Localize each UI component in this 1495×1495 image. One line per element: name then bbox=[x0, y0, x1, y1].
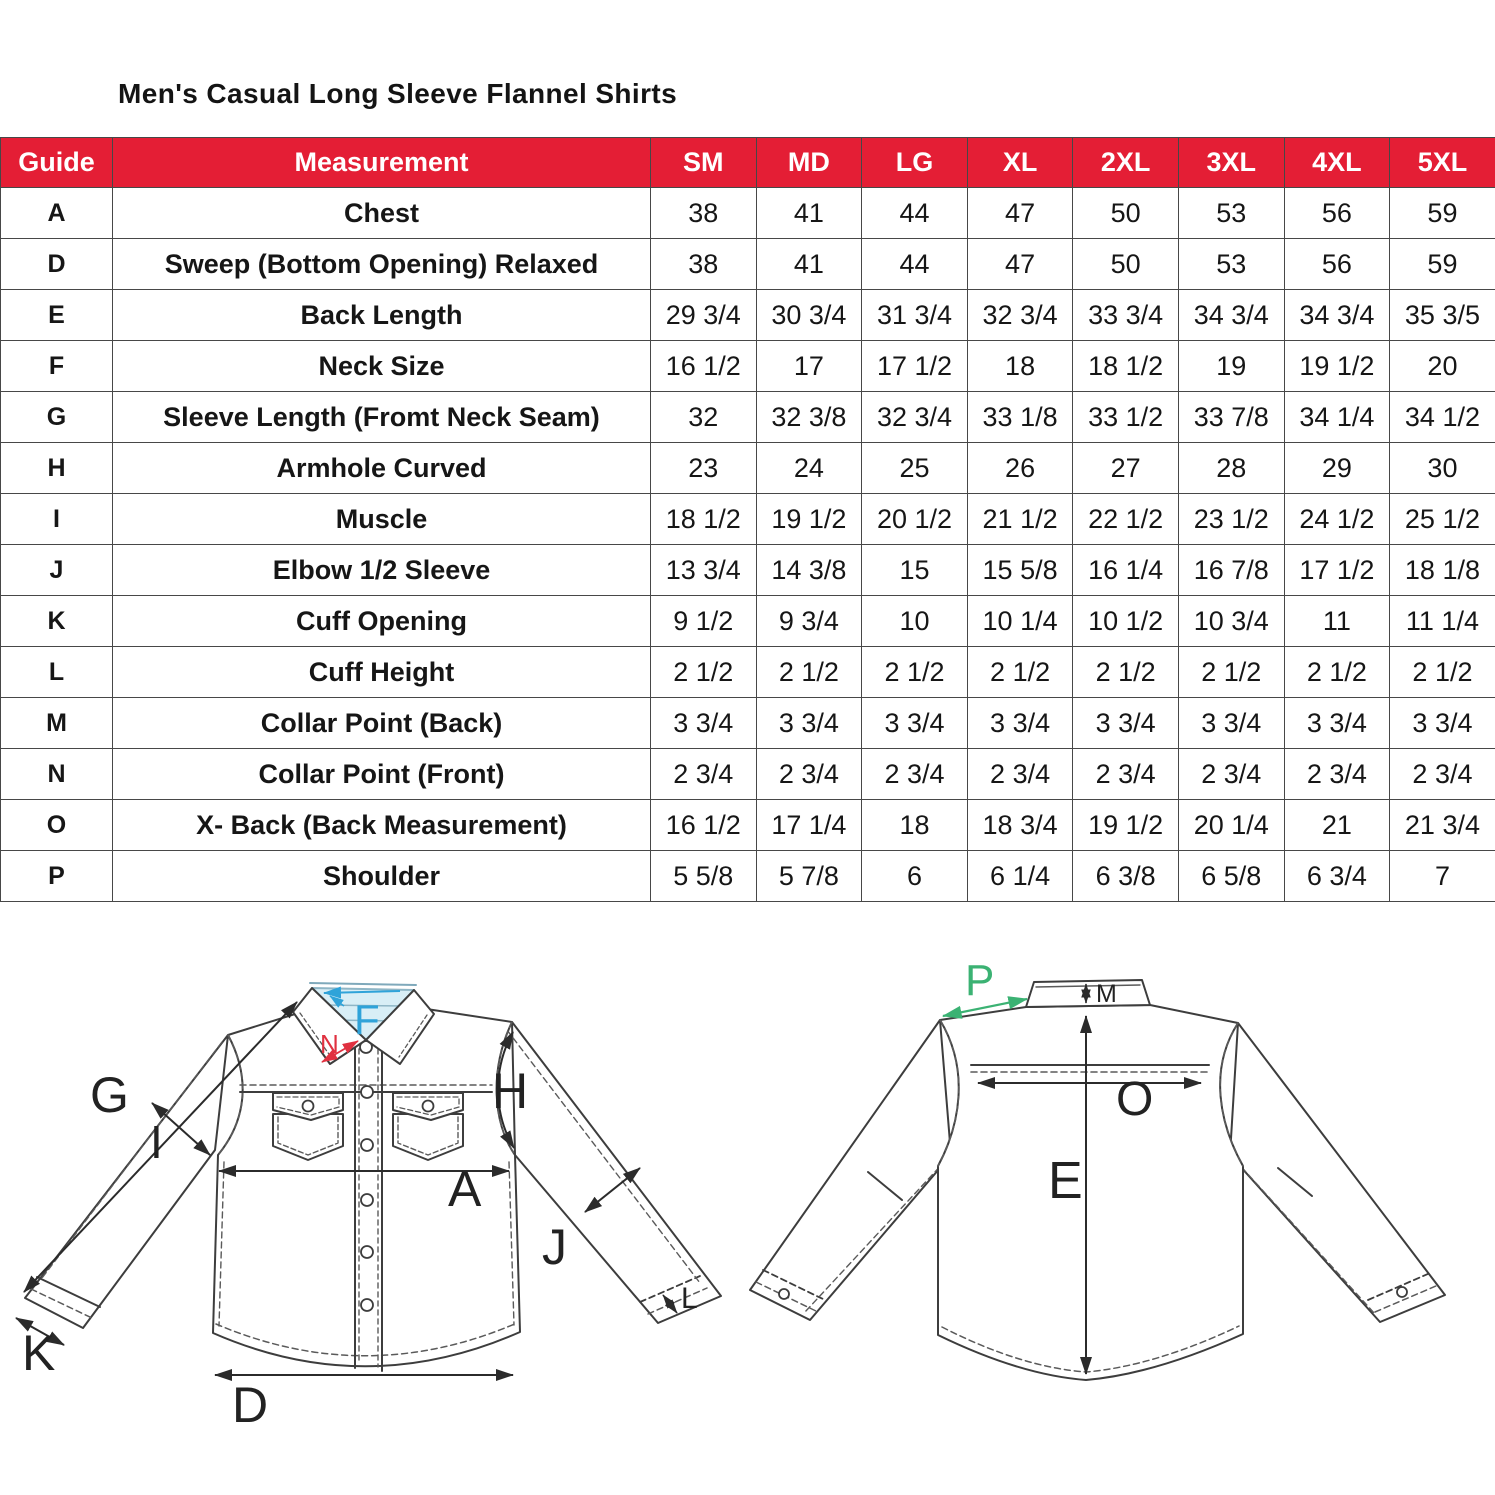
guide-cell: A bbox=[1, 188, 113, 239]
size-value-cell: 18 3/4 bbox=[967, 800, 1073, 851]
size-value-cell: 6 1/4 bbox=[967, 851, 1073, 902]
size-value-cell: 18 bbox=[862, 800, 968, 851]
size-value-cell: 25 bbox=[862, 443, 968, 494]
size-value-cell: 35 3/5 bbox=[1390, 290, 1495, 341]
table-row bbox=[1, 239, 1495, 290]
table-row bbox=[1, 851, 1495, 902]
column-header: SM bbox=[651, 138, 757, 188]
size-value-cell: 16 1/2 bbox=[651, 800, 757, 851]
size-value-cell: 38 bbox=[651, 239, 757, 290]
size-value-cell: 23 1/2 bbox=[1178, 494, 1284, 545]
size-value-cell: 11 bbox=[1284, 596, 1390, 647]
header-row bbox=[1, 138, 1495, 188]
back-right-cuff-button bbox=[1397, 1287, 1407, 1297]
size-value-cell: 15 5/8 bbox=[967, 545, 1073, 596]
column-header: XL bbox=[967, 138, 1073, 188]
column-header: MD bbox=[756, 138, 862, 188]
size-value-cell: 29 bbox=[1284, 443, 1390, 494]
size-value-cell: 2 1/2 bbox=[651, 647, 757, 698]
size-table-head bbox=[1, 138, 1495, 188]
size-value-cell: 2 3/4 bbox=[1390, 749, 1495, 800]
size-value-cell: 33 1/2 bbox=[1073, 392, 1179, 443]
size-value-cell: 20 bbox=[1390, 341, 1495, 392]
size-value-cell: 47 bbox=[967, 188, 1073, 239]
size-value-cell: 14 3/8 bbox=[756, 545, 862, 596]
size-value-cell: 19 1/2 bbox=[1073, 800, 1179, 851]
table-row bbox=[1, 341, 1495, 392]
size-value-cell: 10 1/4 bbox=[967, 596, 1073, 647]
guide-cell: P bbox=[1, 851, 113, 902]
size-value-cell: 53 bbox=[1178, 239, 1284, 290]
size-value-cell: 41 bbox=[756, 239, 862, 290]
front-right-pocket bbox=[393, 1093, 463, 1160]
size-value-cell: 19 1/2 bbox=[1284, 341, 1390, 392]
measurement-cell: Collar Point (Back) bbox=[113, 698, 651, 749]
size-value-cell: 21 bbox=[1284, 800, 1390, 851]
size-value-cell: 18 1/2 bbox=[651, 494, 757, 545]
size-value-cell: 59 bbox=[1390, 188, 1495, 239]
size-value-cell: 3 3/4 bbox=[1178, 698, 1284, 749]
size-value-cell: 2 1/2 bbox=[967, 647, 1073, 698]
guide-cell: J bbox=[1, 545, 113, 596]
size-value-cell: 2 3/4 bbox=[1073, 749, 1179, 800]
size-value-cell: 32 3/4 bbox=[967, 290, 1073, 341]
size-value-cell: 3 3/4 bbox=[1390, 698, 1495, 749]
size-value-cell: 2 1/2 bbox=[1390, 647, 1495, 698]
table-row bbox=[1, 749, 1495, 800]
table-row bbox=[1, 596, 1495, 647]
size-value-cell: 2 1/2 bbox=[1073, 647, 1179, 698]
size-value-cell: 33 3/4 bbox=[1073, 290, 1179, 341]
measurement-cell: Armhole Curved bbox=[113, 443, 651, 494]
size-value-cell: 32 bbox=[651, 392, 757, 443]
measurement-cell: Back Length bbox=[113, 290, 651, 341]
size-value-cell: 2 1/2 bbox=[862, 647, 968, 698]
table-row bbox=[1, 698, 1495, 749]
guide-cell: F bbox=[1, 341, 113, 392]
front-left-pocket bbox=[273, 1093, 343, 1160]
table-row bbox=[1, 392, 1495, 443]
size-value-cell: 17 1/2 bbox=[1284, 545, 1390, 596]
size-value-cell: 3 3/4 bbox=[756, 698, 862, 749]
size-value-cell: 38 bbox=[651, 188, 757, 239]
size-value-cell: 32 3/4 bbox=[862, 392, 968, 443]
size-value-cell: 17 1/4 bbox=[756, 800, 862, 851]
guide-cell: H bbox=[1, 443, 113, 494]
size-value-cell: 7 bbox=[1390, 851, 1495, 902]
guide-cell: L bbox=[1, 647, 113, 698]
size-value-cell: 22 1/2 bbox=[1073, 494, 1179, 545]
size-value-cell: 41 bbox=[756, 188, 862, 239]
size-value-cell: 59 bbox=[1390, 239, 1495, 290]
guide-cell: D bbox=[1, 239, 113, 290]
front-label-f: F bbox=[354, 996, 380, 1043]
back-right-sleeve bbox=[1230, 1023, 1445, 1322]
column-header: 3XL bbox=[1178, 138, 1284, 188]
size-value-cell: 17 bbox=[756, 341, 862, 392]
front-label-j: J bbox=[542, 1219, 567, 1275]
back-label-m: M bbox=[1096, 980, 1117, 1008]
size-value-cell: 34 3/4 bbox=[1178, 290, 1284, 341]
table-row bbox=[1, 545, 1495, 596]
size-value-cell: 30 3/4 bbox=[756, 290, 862, 341]
column-header: 5XL bbox=[1390, 138, 1495, 188]
column-header: Measurement bbox=[113, 138, 651, 188]
size-value-cell: 9 1/2 bbox=[651, 596, 757, 647]
table-row bbox=[1, 188, 1495, 239]
back-label-o: O bbox=[1116, 1073, 1154, 1126]
size-table bbox=[0, 137, 1495, 902]
size-value-cell: 56 bbox=[1284, 188, 1390, 239]
size-value-cell: 2 3/4 bbox=[756, 749, 862, 800]
size-value-cell: 33 7/8 bbox=[1178, 392, 1284, 443]
size-value-cell: 21 3/4 bbox=[1390, 800, 1495, 851]
size-value-cell: 11 1/4 bbox=[1390, 596, 1495, 647]
size-value-cell: 2 1/2 bbox=[1178, 647, 1284, 698]
size-value-cell: 50 bbox=[1073, 239, 1179, 290]
size-value-cell: 10 3/4 bbox=[1178, 596, 1284, 647]
size-table-body bbox=[1, 188, 1495, 902]
size-value-cell: 2 1/2 bbox=[1284, 647, 1390, 698]
column-header: 2XL bbox=[1073, 138, 1179, 188]
size-value-cell: 2 1/2 bbox=[756, 647, 862, 698]
measurement-cell: Cuff Opening bbox=[113, 596, 651, 647]
front-label-g: G bbox=[90, 1067, 129, 1123]
size-value-cell: 16 1/2 bbox=[651, 341, 757, 392]
size-value-cell: 33 1/8 bbox=[967, 392, 1073, 443]
size-value-cell: 2 3/4 bbox=[651, 749, 757, 800]
size-value-cell: 26 bbox=[967, 443, 1073, 494]
table-row bbox=[1, 647, 1495, 698]
measurement-cell: Shoulder bbox=[113, 851, 651, 902]
column-header: Guide bbox=[1, 138, 113, 188]
front-label-l: L bbox=[681, 1282, 698, 1315]
back-left-cuff-button bbox=[779, 1289, 789, 1299]
back-shirt-drawing bbox=[750, 980, 1445, 1380]
size-value-cell: 56 bbox=[1284, 239, 1390, 290]
size-value-cell: 18 1/2 bbox=[1073, 341, 1179, 392]
front-label-i: I bbox=[150, 1116, 163, 1168]
size-value-cell: 2 3/4 bbox=[862, 749, 968, 800]
size-value-cell: 5 7/8 bbox=[756, 851, 862, 902]
size-value-cell: 17 1/2 bbox=[862, 341, 968, 392]
size-value-cell: 29 3/4 bbox=[651, 290, 757, 341]
size-value-cell: 44 bbox=[862, 239, 968, 290]
size-value-cell: 53 bbox=[1178, 188, 1284, 239]
size-value-cell: 34 3/4 bbox=[1284, 290, 1390, 341]
size-value-cell: 18 1/8 bbox=[1390, 545, 1495, 596]
size-value-cell: 2 3/4 bbox=[967, 749, 1073, 800]
size-value-cell: 16 7/8 bbox=[1178, 545, 1284, 596]
table-row bbox=[1, 443, 1495, 494]
guide-cell: O bbox=[1, 800, 113, 851]
measurement-cell: Sleeve Length (Fromt Neck Seam) bbox=[113, 392, 651, 443]
size-value-cell: 27 bbox=[1073, 443, 1179, 494]
size-value-cell: 30 bbox=[1390, 443, 1495, 494]
front-label-d: D bbox=[232, 1377, 269, 1433]
measurement-cell: Cuff Height bbox=[113, 647, 651, 698]
table-row bbox=[1, 800, 1495, 851]
size-value-cell: 20 1/2 bbox=[862, 494, 968, 545]
shirt-diagrams bbox=[0, 950, 1495, 1495]
size-value-cell: 24 1/2 bbox=[1284, 494, 1390, 545]
size-value-cell: 19 bbox=[1178, 341, 1284, 392]
back-body bbox=[938, 1005, 1243, 1380]
size-value-cell: 9 3/4 bbox=[756, 596, 862, 647]
size-value-cell: 44 bbox=[862, 188, 968, 239]
size-value-cell: 2 3/4 bbox=[1284, 749, 1390, 800]
guide-cell: N bbox=[1, 749, 113, 800]
guide-cell: I bbox=[1, 494, 113, 545]
measurement-cell: Elbow 1/2 Sleeve bbox=[113, 545, 651, 596]
column-header: 4XL bbox=[1284, 138, 1390, 188]
back-collar-stand bbox=[1026, 980, 1150, 1007]
measurement-cell: Neck Size bbox=[113, 341, 651, 392]
guide-cell: E bbox=[1, 290, 113, 341]
size-value-cell: 21 1/2 bbox=[967, 494, 1073, 545]
size-value-cell: 47 bbox=[967, 239, 1073, 290]
size-value-cell: 34 1/2 bbox=[1390, 392, 1495, 443]
page-title: Men's Casual Long Sleeve Flannel Shirts bbox=[118, 78, 678, 109]
guide-cell: G bbox=[1, 392, 113, 443]
size-value-cell: 3 3/4 bbox=[967, 698, 1073, 749]
size-value-cell: 5 5/8 bbox=[651, 851, 757, 902]
size-value-cell: 16 1/4 bbox=[1073, 545, 1179, 596]
table-row bbox=[1, 494, 1495, 545]
size-value-cell: 3 3/4 bbox=[651, 698, 757, 749]
table-row bbox=[1, 290, 1495, 341]
size-value-cell: 15 bbox=[862, 545, 968, 596]
size-value-cell: 28 bbox=[1178, 443, 1284, 494]
guide-cell: K bbox=[1, 596, 113, 647]
size-value-cell: 2 3/4 bbox=[1178, 749, 1284, 800]
front-label-h: H bbox=[492, 1063, 529, 1119]
back-shirt-diagram bbox=[730, 950, 1495, 1495]
size-value-cell: 3 3/4 bbox=[862, 698, 968, 749]
size-value-cell: 6 5/8 bbox=[1178, 851, 1284, 902]
size-value-cell: 19 1/2 bbox=[756, 494, 862, 545]
size-value-cell: 31 3/4 bbox=[862, 290, 968, 341]
size-value-cell: 20 1/4 bbox=[1178, 800, 1284, 851]
size-value-cell: 18 bbox=[967, 341, 1073, 392]
size-value-cell: 10 1/2 bbox=[1073, 596, 1179, 647]
size-value-cell: 10 bbox=[862, 596, 968, 647]
measurement-cell: Collar Point (Front) bbox=[113, 749, 651, 800]
back-left-sleeve bbox=[750, 1020, 951, 1320]
size-value-cell: 50 bbox=[1073, 188, 1179, 239]
measurement-cell: Muscle bbox=[113, 494, 651, 545]
front-label-k: K bbox=[22, 1325, 56, 1381]
size-value-cell: 3 3/4 bbox=[1073, 698, 1179, 749]
column-header: LG bbox=[862, 138, 968, 188]
size-value-cell: 34 1/4 bbox=[1284, 392, 1390, 443]
size-value-cell: 25 1/2 bbox=[1390, 494, 1495, 545]
size-value-cell: 6 3/8 bbox=[1073, 851, 1179, 902]
size-value-cell: 6 3/4 bbox=[1284, 851, 1390, 902]
measurement-cell: Sweep (Bottom Opening) Relaxed bbox=[113, 239, 651, 290]
size-value-cell: 13 3/4 bbox=[651, 545, 757, 596]
measurement-cell: X- Back (Back Measurement) bbox=[113, 800, 651, 851]
back-label-e: E bbox=[1048, 1152, 1083, 1210]
front-label-a: A bbox=[448, 1161, 482, 1217]
size-value-cell: 32 3/8 bbox=[756, 392, 862, 443]
measurement-cell: Chest bbox=[113, 188, 651, 239]
front-shirt-diagram bbox=[0, 950, 740, 1495]
size-value-cell: 23 bbox=[651, 443, 757, 494]
size-value-cell: 3 3/4 bbox=[1284, 698, 1390, 749]
front-label-n: N bbox=[320, 1029, 339, 1059]
guide-cell: M bbox=[1, 698, 113, 749]
back-label-p: P bbox=[965, 956, 995, 1005]
size-value-cell: 6 bbox=[862, 851, 968, 902]
size-value-cell: 24 bbox=[756, 443, 862, 494]
